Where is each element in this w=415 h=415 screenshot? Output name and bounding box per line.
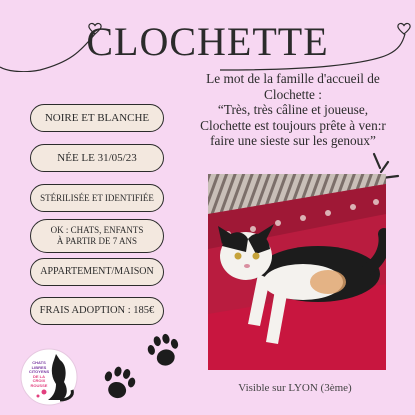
cat-photo [208,174,386,370]
association-logo: CHATS LIBRES CITOYENS DE LA CROIX ROUSSE [20,348,78,406]
pill-sterilized: STÉRILISÉE ET IDENTIFIÉE [30,184,164,212]
pill-compatibility: OK : CHATS, ENFANTS À PARTIR DE 7 ANS [30,219,164,253]
pill-housing: APPARTEMENT/MAISON [30,258,164,286]
paw-icon [97,362,139,404]
foster-family-quote: Le mot de la famille d'accueil de Clochette : “Très, très câline et joueuse, Clochette est toujours prête à ven:r faire une sieste sur les genoux” [200,71,386,149]
page-title: CLOCHETTE [86,19,329,64]
pill-adoption-fee: FRAIS ADOPTION : 185€ [30,297,164,325]
paw-icon [142,330,184,372]
location-text: Visible sur LYON (3ème) [238,382,352,394]
pill-birthdate: NÉE LE 31/05/23 [30,144,164,172]
pill-color: NOIRE ET BLANCHE [30,104,164,132]
decorative-swirl-line [0,22,415,72]
